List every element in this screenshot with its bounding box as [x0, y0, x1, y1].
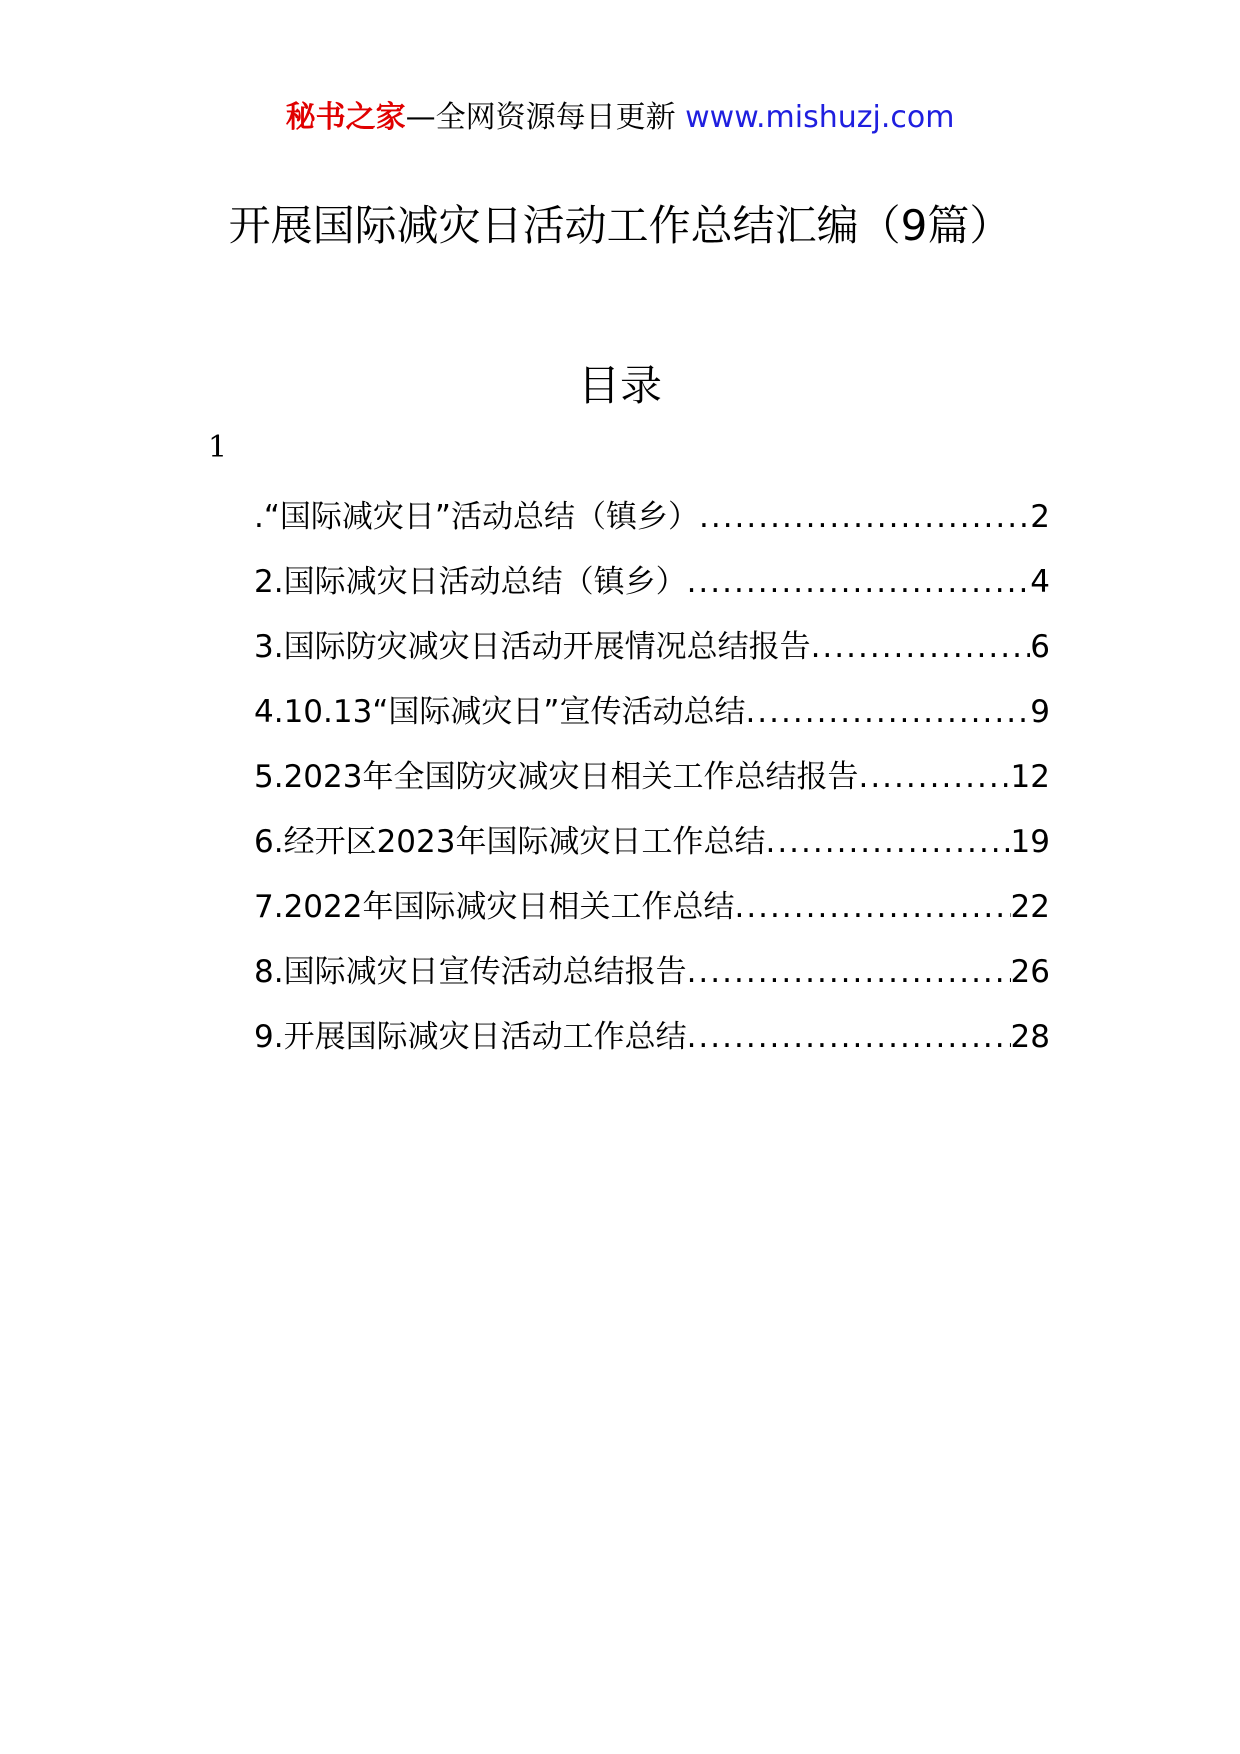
toc-page-number: 2 — [1030, 499, 1050, 535]
toc-entry-3[interactable] — [254, 622, 1050, 687]
toc-entry-label: 7.2022年国际减灾日相关工作总结 — [254, 889, 735, 925]
toc-entry-label: 5.2023年全国防灾减灾日相关工作总结报告 — [254, 759, 859, 795]
toc-heading: 目录 — [577, 361, 662, 410]
toc-entry-label: 4.10.13“国际减灾日”宣传活动总结 — [254, 694, 746, 730]
list-number: 1 — [208, 430, 228, 465]
toc-entry-6[interactable] — [254, 817, 1050, 882]
toc-page-number: 28 — [1010, 1019, 1050, 1055]
website-link[interactable]: www.mishuzj.com — [685, 100, 955, 135]
toc-entry-8[interactable] — [254, 947, 1050, 1012]
toc-leader-dots — [811, 622, 1031, 672]
toc-leader-dots — [765, 817, 1010, 867]
toc-entry-label: 6.经开区2023年国际减灾日工作总结 — [254, 824, 766, 860]
document-title: 开展国际减灾日活动工作总结汇编（9篇） — [228, 201, 1012, 250]
toc-page-number: 22 — [1010, 889, 1050, 925]
toc-entry-7[interactable] — [254, 882, 1050, 947]
toc-page-number: 6 — [1030, 629, 1050, 665]
toc-entry-label: 3.国际防灾减灾日活动开展情况总结报告 — [254, 629, 811, 665]
toc-leader-dots — [734, 882, 1010, 932]
toc-page-number: 26 — [1010, 954, 1050, 990]
brand-name: 秘书之家 — [285, 100, 406, 135]
toc-leader-dots — [858, 752, 1010, 802]
toc-entry-4[interactable] — [254, 687, 1050, 752]
table-of-contents — [254, 492, 1050, 1077]
toc-leader-dots — [687, 1012, 1011, 1062]
toc-leader-dots — [699, 492, 1030, 542]
toc-entry-1[interactable] — [254, 492, 1050, 557]
toc-entry-5[interactable] — [254, 752, 1050, 817]
toc-leader-dots — [687, 557, 1031, 607]
toc-entry-label: .“国际减灾日”活动总结（镇乡） — [254, 499, 699, 535]
toc-leader-dots — [687, 947, 1011, 997]
toc-entry-9[interactable] — [254, 1012, 1050, 1077]
header-tagline: —全网资源每日更新 — [405, 100, 676, 135]
toc-entry-label: 9.开展国际减灾日活动工作总结 — [254, 1019, 687, 1055]
toc-page-number: 9 — [1030, 694, 1050, 730]
toc-leader-dots — [745, 687, 1030, 737]
toc-entry-label: 8.国际减灾日宣传活动总结报告 — [254, 954, 687, 990]
toc-entry-2[interactable] — [254, 557, 1050, 622]
toc-page-number: 12 — [1010, 759, 1050, 795]
toc-entry-label: 2.国际减灾日活动总结（镇乡） — [254, 564, 687, 600]
toc-page-number: 19 — [1010, 824, 1050, 860]
toc-page-number: 4 — [1030, 564, 1050, 600]
site-header — [0, 98, 1240, 138]
